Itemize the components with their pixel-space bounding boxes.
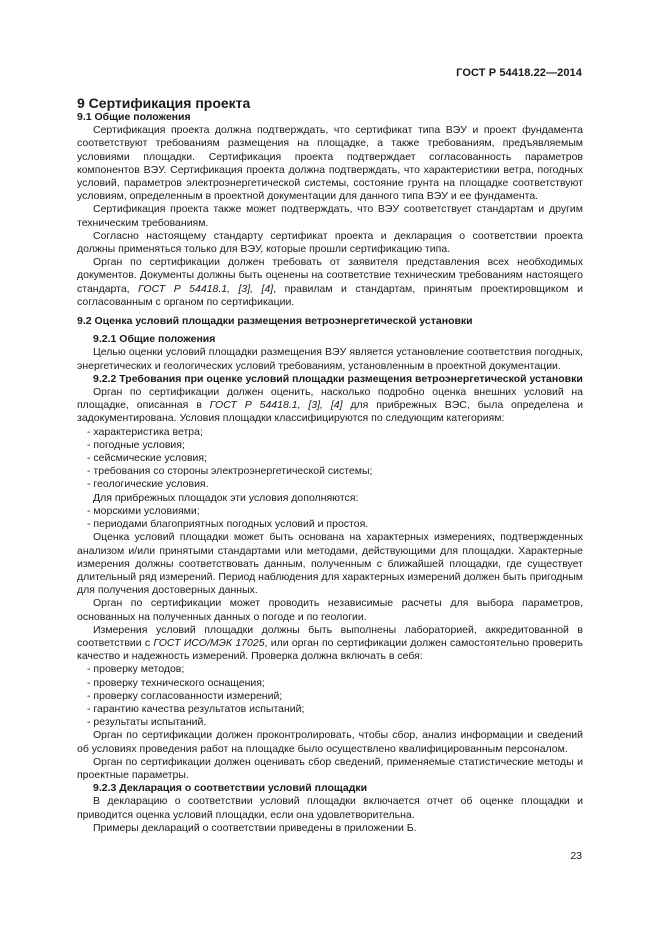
verification-list [77,663,583,729]
subsection-9-1-title: 9.1 Общие положения [77,111,191,123]
paragraph: Орган по сертификации может проводить независимые расчеты для выбора параметров, основанных на полученных данных о погоде и по геологии. [77,597,583,623]
subsection-9-2-3-title: 9.2.3 Декларация о соответствии условий площадки [93,782,368,795]
paragraph: Орган по сертификации должен оценивать сбор сведений, применяемые статистические методы и проектные параметры. [77,755,583,781]
list-item: - проверку технического оснащения; [77,677,583,690]
list-item: - геологические условия. [77,478,583,491]
list-item: - характеристика ветра; [77,426,583,439]
standard-reference: ГОСТ Р 54418.1, [3], [4] [209,399,343,412]
list-item: - сейсмические условия; [77,452,583,465]
subsection-9-2-1-title: 9.2.1 Общие положения [93,333,216,346]
list-item: - периодами благоприятных погодных условий и простоя. [77,518,583,531]
subsection-9-2-title: 9.2 Оценка условий площадки размещения ветроэнергетической установки [77,315,473,328]
paragraph: Сертификация проекта также может подтверждать, что ВЭУ соответствует стандартам и другим техническим требованиям. [77,203,583,229]
page-content [77,95,583,835]
subsection-9-2-2-title: 9.2.2 Требования при оценке условий площадки размещения ветроэнергетической установки [93,372,583,385]
section-title: 9 Сертификация проекта [77,95,251,111]
page-number: 23 [570,850,582,862]
list-item: - требования со стороны электроэнергетической системы; [77,465,583,478]
paragraph: Примеры деклараций о соответствии приведены в приложении Б. [93,821,417,834]
standard-reference: ГОСТ ИСО/МЭК 17025 [153,636,265,649]
paragraph: Орган по сертификации должен требовать от заявителя представления всех необходимых документов. Документы должны быть оценены на соответствие техническим требованиям настоящего стандарта, ГОСТ Р 54418.1, [3], [4], правилам и стандартам, принятым проектировщиком и согласованным с органом по сертификации. [77,256,583,308]
offshore-conditions-list [77,505,583,531]
list-item: - погодные условия; [77,439,583,452]
list-item: - проверку согласованности измерений; [77,690,583,703]
paragraph: Сертификация проекта должна подтверждать, что сертификат типа ВЭУ и проект фундамента соответствуют требованиям размещения на площадке, а также требованиям, предъявляемым условиями площадки. Сертификация проекта подтверждает согласованность параметров компонентов ВЭУ. Сертификация проекта должна подтверждать, что характеристики ветра, погодных условий, параметров электроэнергетической системы, состояние грунта на площадке соответствуют условиям, определенным в проектной документации для данного типа ВЭУ и ее фундамента. [77,124,583,203]
list-item: - морскими условиями; [77,505,583,518]
conditions-list [77,426,583,492]
paragraph: Орган по сертификации должен проконтролировать, чтобы сбор, анализ информации и сведений об условиях проведения работ на площадке было осуществлено квалифицированным персоналом. [77,729,583,755]
list-item: - проверку методов; [77,663,583,676]
paragraph: Целью оценки условий площадки размещения ВЭУ является установление соответствия погодных, энергетических и геологических условий требованиям, установленным в проектной документации. [77,346,583,372]
paragraph: Измерения условий площадки должны быть выполнены лабораторией, аккредитованной в соответствии с ГОСТ ИСО/МЭК 17025, или орган по сертификации должен самостоятельно проверить качество и надежность измерений. Проверка должна включать в себя: [77,623,583,663]
list-item: - гарантию качества результатов испытаний; [77,703,583,716]
paragraph: Оценка условий площадки может быть основана на характерных измерениях, подтвержденных анализом и/или принятыми стандартами или методами, действующими для площадки. Характерные измерения должны соответствовать данным, полученным с ближайшей площадки, где существует длительный ряд измерений. Период наблюдения для характерных измерений должен быть пригодным для получения достоверных данных. [77,531,583,597]
paragraph: Для прибрежных площадок эти условия дополняются: [93,491,359,504]
standard-reference: ГОСТ Р 54418.1, [3], [4] [138,282,274,295]
paragraph: Согласно настоящему стандарту сертификат проекта и декларация о соответствии проекта должны применяться только для ВЭУ, которые прошли сертификацию типа. [77,229,583,256]
list-item: - результаты испытаний. [77,716,583,729]
paragraph: Орган по сертификации должен оценить, насколько подробно оценка внешних условий на площадке, описанная в ГОСТ Р 54418.1, [3], [4] для прибрежных ВЭС, была определена и задокументирована. Условия площадки классифицируются по следующим категориям: [77,386,583,425]
document-id-header: ГОСТ Р 54418.22—2014 [456,67,582,79]
paragraph: В декларацию о соответствии условий площадки включается отчет об оценке площадки и приводится оценка условий площадки, если она удовлетворительна. [77,795,583,821]
